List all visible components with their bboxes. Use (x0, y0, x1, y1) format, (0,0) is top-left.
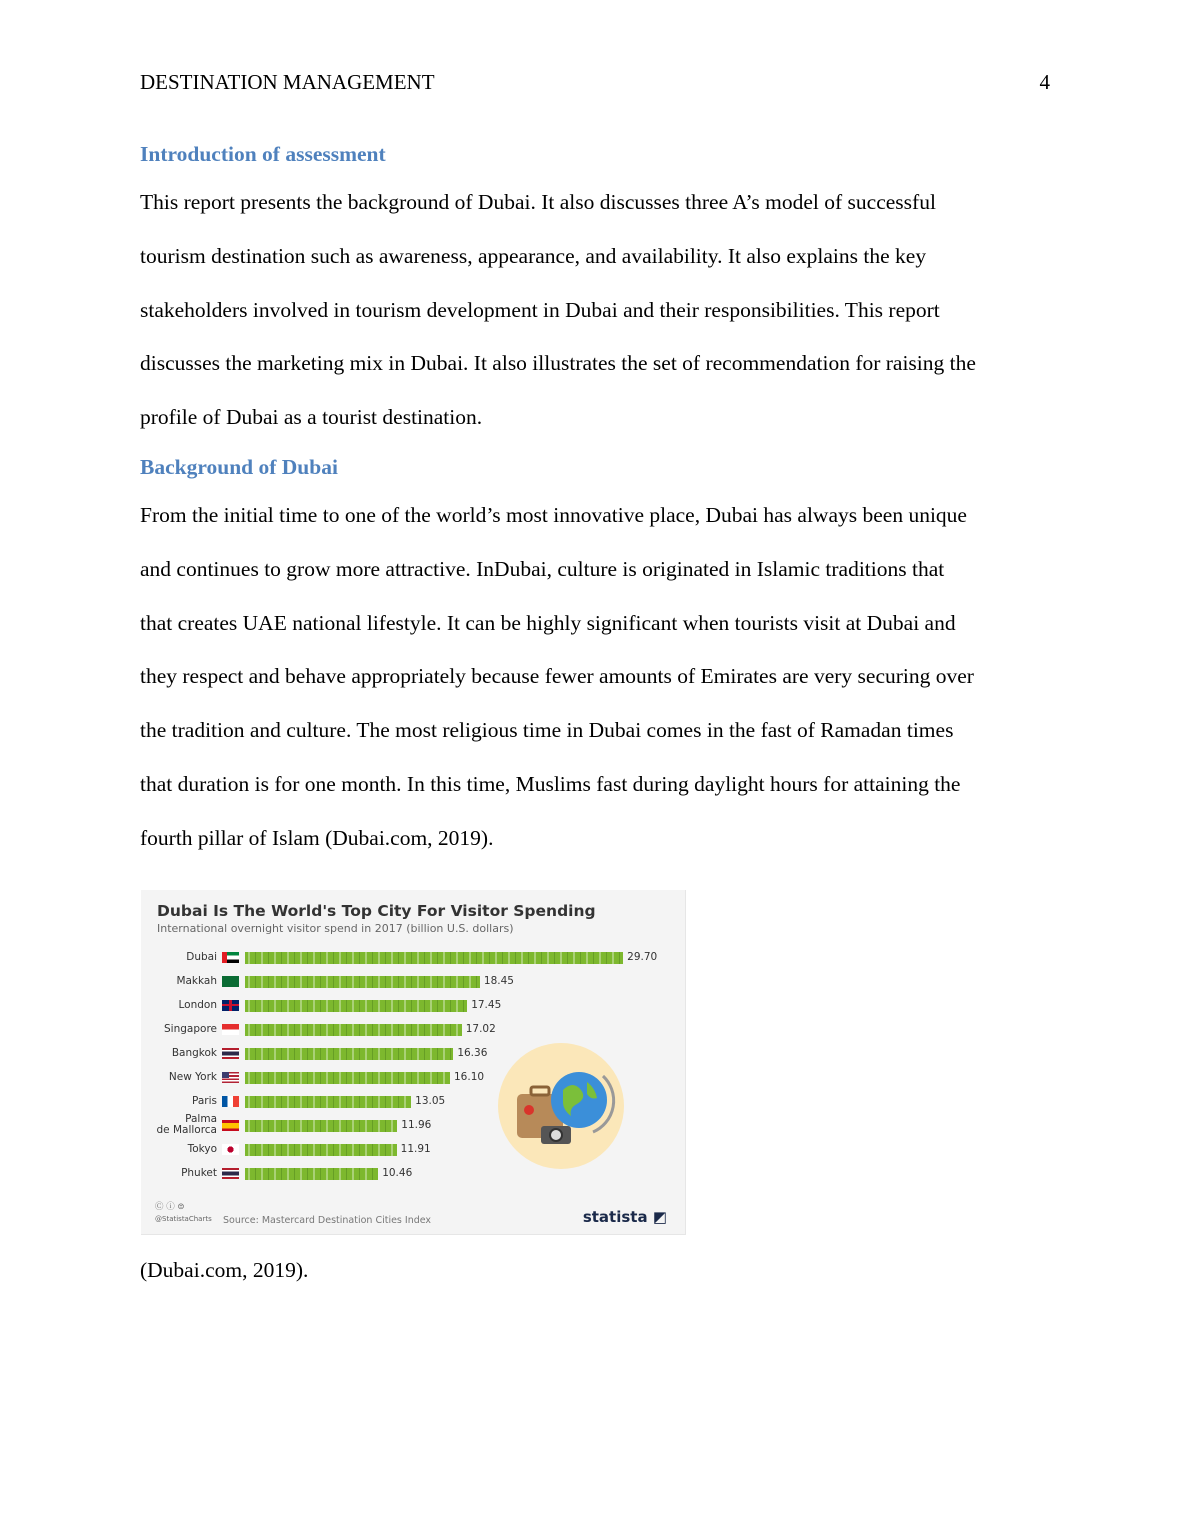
bar (245, 952, 623, 964)
paragraph-line: discusses the marketing mix in Dubai. It also illustrates the set of recommendation for raising the (140, 351, 976, 376)
chart-figure (141, 890, 686, 1235)
paragraph-line: and continues to grow more attractive. InDubai, culture is originated in Islamic traditions that (140, 556, 945, 581)
flag-icon (222, 1048, 239, 1059)
bar-category-label: London (178, 999, 217, 1011)
paragraph-line: stakeholders involved in tourism development in Dubai and their responsibilities. This report (140, 297, 940, 322)
bar (245, 1072, 450, 1084)
bar-category-label: Dubai (186, 951, 217, 963)
bar-value-label: 11.91 (400, 1143, 431, 1155)
bar-value-label: 13.05 (415, 1095, 446, 1107)
chart-source: Source: Mastercard Destination Cities Index (223, 1215, 432, 1226)
bar-value-label: 29.70 (627, 951, 658, 963)
bar-category-label: Singapore (164, 1023, 217, 1035)
paragraph-line: profile of Dubai as a tourist destination. (140, 405, 483, 430)
section-heading-background: Background of Dubai (140, 454, 338, 479)
bar-category-label: Phuket (181, 1167, 217, 1179)
flag-icon (222, 1024, 239, 1035)
bar-value-label: 18.45 (483, 975, 514, 987)
statista-logo: statista ◩ (582, 1208, 667, 1226)
flag-icon (222, 952, 239, 963)
chart-credit: @StatistaCharts (155, 1215, 212, 1223)
flag-icon (222, 1144, 239, 1155)
page-header (140, 70, 1050, 100)
document-body (140, 132, 1050, 866)
bar (245, 1144, 397, 1156)
paragraph-line: they respect and behave appropriately because fewer amounts of Emirates are very securing over (140, 664, 974, 689)
bar (245, 1000, 467, 1012)
bar (245, 976, 480, 988)
paragraph-line: tourism destination such as awareness, appearance, and availability. It also explains the key (140, 243, 927, 268)
paragraph-line: that creates UAE national lifestyle. It can be highly significant when tourists visit at Dubai and (140, 610, 956, 635)
bar-value-label: 11.96 (401, 1119, 432, 1131)
flag-icon (222, 1072, 239, 1083)
paragraph-line: the tradition and culture. The most religious time in Dubai comes in the fast of Ramadan times (140, 718, 954, 743)
figure-caption: (Dubai.com, 2019). (140, 1258, 309, 1282)
paragraph-line: From the initial time to one of the world’s most innovative place, Dubai has always been unique (140, 502, 967, 527)
bar-category-label: New York (168, 1071, 217, 1083)
bar-category-label: Makkah (176, 975, 217, 987)
bar-value-label: 16.10 (454, 1071, 485, 1083)
license-icons: Ⓒ ⓘ ⊜ (155, 1202, 185, 1212)
travel-illustration (491, 1042, 636, 1172)
flag-icon (222, 1120, 239, 1131)
flag-icon (222, 1168, 239, 1179)
bar-category-label: Tokyo (187, 1143, 217, 1155)
chart-subtitle: International overnight visitor spend in 2017 (billion U.S. dollars) (157, 922, 514, 935)
page-number: 4 (1039, 70, 1050, 94)
chart-title: Dubai Is The World's Top City For Visitor Spending (157, 902, 596, 920)
paragraph-line: This report presents the background of Dubai. It also discusses three A’s model of successful (140, 190, 936, 214)
bar (245, 1048, 453, 1060)
bar-value-label: 17.02 (465, 1023, 496, 1035)
bar-category-label: Bangkok (171, 1047, 217, 1059)
bar (245, 1168, 378, 1180)
section-heading-introduction: Introduction of assessment (140, 142, 386, 166)
paragraph-line: fourth pillar of Islam (Dubai.com, 2019). (140, 825, 494, 850)
flag-icon (222, 1000, 239, 1011)
bar-value-label: 17.45 (471, 999, 502, 1011)
running-head: DESTINATION MANAGEMENT (140, 70, 435, 94)
bar (245, 1024, 462, 1036)
paragraph-line: that duration is for one month. In this time, Muslims fast during daylight hours for attaining the (140, 771, 961, 796)
bar (245, 1096, 411, 1108)
flag-icon (222, 976, 239, 987)
bar-value-label: 10.46 (382, 1167, 413, 1179)
bar (245, 1120, 397, 1132)
bar-value-label: 16.36 (457, 1047, 488, 1059)
bar-category-label: Palma de Mallorca (156, 1113, 217, 1136)
bar-category-label: Paris (192, 1095, 217, 1107)
flag-icon (222, 1096, 239, 1107)
